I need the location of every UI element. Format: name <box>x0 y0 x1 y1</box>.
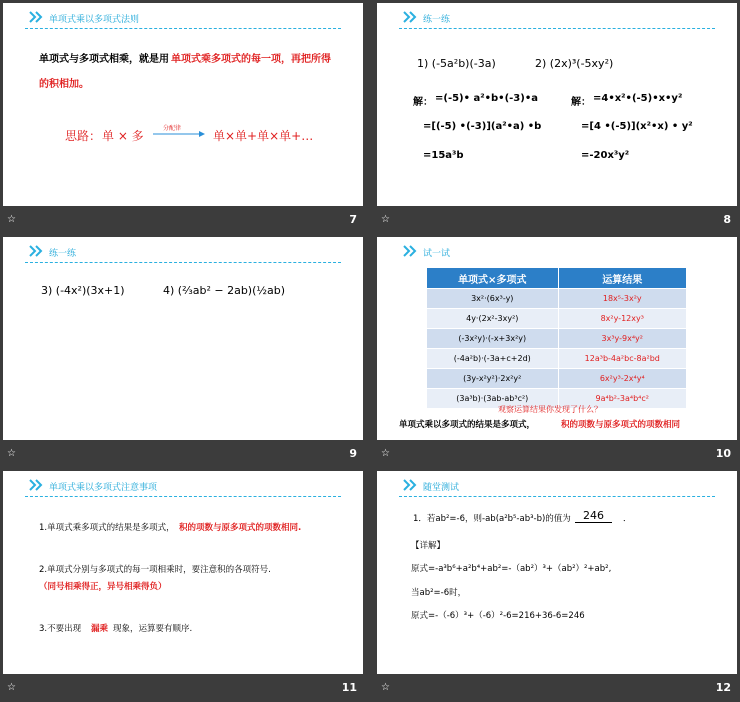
slide-title: 单项式乘以多项式注意事项 <box>49 483 158 493</box>
star-icon: ☆ <box>7 214 16 225</box>
detail-line-2: 当ab²=-6时， <box>411 588 467 598</box>
slide-title: 练一练 <box>49 249 77 259</box>
divider <box>399 496 715 497</box>
slide-12[interactable] <box>377 471 737 674</box>
slide-number: 10 <box>715 447 731 460</box>
slide-10[interactable] <box>377 237 737 440</box>
solution-label-2: 解： <box>571 97 591 108</box>
idea-right: 单×单+单×单+… <box>213 129 314 143</box>
idea-left: 单 × 多 <box>102 129 144 143</box>
slide-number: 9 <box>349 447 357 460</box>
slide-footer <box>3 208 363 234</box>
note-1-emphasis: 积的项数与原多项式的项数相同. <box>179 523 302 533</box>
question-text: 观察运算结果你发现了什么？ <box>498 405 602 414</box>
slide-footer <box>3 442 363 468</box>
star-icon: ☆ <box>381 448 390 459</box>
arrow-label: 分配律 <box>163 125 182 132</box>
answer-tail: ． <box>623 514 632 524</box>
solution-label: 解： <box>413 97 433 108</box>
divider <box>25 28 341 29</box>
star-icon: ☆ <box>7 448 16 459</box>
table-row <box>427 349 687 369</box>
note-2-emphasis: （同号相乘得正，异号相乘得负） <box>39 582 167 592</box>
solution-2-line-3: =-20x³y² <box>581 150 630 161</box>
problem-1: 1) (-5a²b)(-3a) <box>417 57 496 70</box>
answer-blank: 246 <box>575 509 612 523</box>
expression-cell: (3y-x²y²)·2x²y² <box>427 369 559 389</box>
divider <box>25 496 341 497</box>
slide-number: 7 <box>349 213 357 226</box>
detail-line-3: 原式=-（-6）³+（-6）²-6=216+36-6=246 <box>411 611 585 621</box>
chevron-right-icon <box>403 11 417 23</box>
column-header: 运算结果 <box>558 268 686 289</box>
problem-4: 4) (⅔ab² − 2ab)(½ab) <box>163 284 286 297</box>
note-1: 1.单项式乘多项式的结果是多项式， <box>39 523 175 533</box>
slide-number: 11 <box>341 681 357 694</box>
conclusion-text: 单项式乘以多项式的结果是多项式， <box>399 420 536 430</box>
star-icon: ☆ <box>7 682 16 693</box>
star-icon: ☆ <box>381 214 390 225</box>
result-cell: 9a⁴b²-3a⁴b⁴c² <box>558 389 686 409</box>
detail-line-1: 原式=-a³b⁶+a²b⁴+ab²=-（ab²）³+（ab²）²+ab², <box>411 564 612 574</box>
expression-cell: 3x²·(6x³-y) <box>427 289 559 309</box>
slide-title: 随堂测试 <box>423 483 460 493</box>
expression-cell: (3a³b)·(3ab-ab³c²) <box>427 389 559 409</box>
chevron-right-icon <box>403 245 417 257</box>
slide-footer <box>3 676 363 702</box>
note-3-emphasis: 漏乘 <box>91 624 109 634</box>
note-3: 3.不要出现 <box>39 624 82 634</box>
column-header: 单项式×多项式 <box>427 268 559 289</box>
table-row <box>427 369 687 389</box>
rule-text: 单项式与多项式相乘，就是用 <box>39 54 169 65</box>
rule-emphasis: 单项式乘多项式的每一项，再把所得 <box>171 54 331 65</box>
result-cell: 8x²y-12xy³ <box>558 309 686 329</box>
chevron-right-icon <box>403 479 417 491</box>
idea-label: 思路： <box>65 129 102 143</box>
expression-cell: (-3x²y)·(-x+3x²y) <box>427 329 559 349</box>
chevron-right-icon <box>29 245 43 257</box>
slide-11[interactable] <box>3 471 363 674</box>
result-cell: 6x²y³-2x⁴y⁴ <box>558 369 686 389</box>
slide-footer <box>377 208 737 234</box>
arrow-icon <box>153 130 208 138</box>
result-cell: 3x³y-9x⁴y² <box>558 329 686 349</box>
problem-2: 2) (2x)³(-5xy²) <box>535 57 614 70</box>
slide-8[interactable] <box>377 3 737 206</box>
note-2: 2.单项式分别与多项式的每一项相乘时，要注意积的各项符号. <box>39 565 271 575</box>
table-row <box>427 309 687 329</box>
solution-1-line-1: =(-5)• a²•b•(-3)•a <box>435 93 538 104</box>
slide-number: 12 <box>715 681 731 694</box>
slide-title: 练一练 <box>423 15 451 25</box>
question-1: 1．若ab²=-6，则-ab(a²b⁵-ab³-b)的值为 <box>413 514 571 524</box>
chevron-right-icon <box>29 11 43 23</box>
expression-cell: (-4a²b)·(-3a+c+2d) <box>427 349 559 369</box>
result-cell: 18x⁵-3x²y <box>558 289 686 309</box>
chevron-right-icon <box>29 479 43 491</box>
results-table <box>426 267 687 409</box>
slide-7[interactable] <box>3 3 363 206</box>
result-cell: 12a³b-4a²bc-8a²bd <box>558 349 686 369</box>
divider <box>399 28 715 29</box>
divider <box>25 262 341 263</box>
slide-footer <box>377 676 737 702</box>
solution-1-line-3: =15a³b <box>423 150 464 161</box>
table-row <box>427 329 687 349</box>
solution-2-line-1: =4•x²•(-5)•x•y² <box>593 93 683 104</box>
solution-2-line-2: =[4 •(-5)](x²•x) • y² <box>581 121 693 132</box>
expression-cell: 4y·(2x²-3xy²) <box>427 309 559 329</box>
solution-1-line-2: =[(-5) •(-3)](a²•a) •b <box>423 121 542 132</box>
table-row <box>427 289 687 309</box>
rule-emphasis-2: 的积相加。 <box>39 79 89 90</box>
detail-label: 【详解】 <box>411 541 446 551</box>
conclusion-emphasis: 积的项数与原多项式的项数相同 <box>561 420 681 430</box>
problem-3: 3) (-4x²)(3x+1) <box>41 284 125 297</box>
slide-title: 试一试 <box>423 249 451 259</box>
slide-9[interactable] <box>3 237 363 440</box>
slide-number: 8 <box>723 213 731 226</box>
star-icon: ☆ <box>381 682 390 693</box>
note-3-tail: 现象，运算要有顺序. <box>113 624 193 634</box>
slide-title: 单项式乘以多项式法则 <box>49 15 140 25</box>
slide-footer <box>377 442 737 468</box>
